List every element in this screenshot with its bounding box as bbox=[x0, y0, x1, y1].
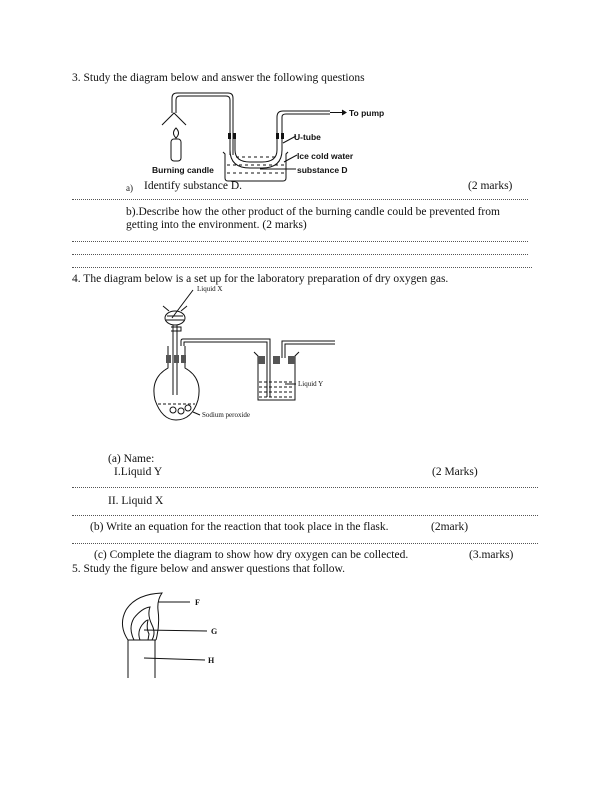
q5-title: 5. Study the figure below and answer questions that follow. bbox=[72, 563, 345, 575]
label-sodium-peroxide: Sodium peroxide bbox=[202, 411, 251, 419]
q4-title: 4. The diagram below is a set up for the laboratory preparation of dry oxygen gas. bbox=[72, 273, 449, 285]
label-to-pump: To pump bbox=[349, 108, 385, 118]
q4a-ii: II. Liquid X bbox=[108, 495, 164, 507]
label-liquid-y: Liquid Y bbox=[298, 380, 324, 388]
q4a-i: I.Liquid Y bbox=[114, 466, 163, 478]
q4c-marks: (3.marks) bbox=[469, 549, 514, 561]
label-g: G bbox=[211, 627, 218, 636]
q3a-marker: a) bbox=[126, 183, 133, 193]
label-substance-d: substance D bbox=[297, 165, 348, 175]
q3b-line1: b).Describe how the other product of the burning candle could be prevented from bbox=[126, 206, 500, 218]
q4c-text: (c) Complete the diagram to show how dry oxygen can be collected. bbox=[94, 549, 409, 561]
label-h: H bbox=[208, 656, 215, 665]
q3a-marks: (2 marks) bbox=[468, 180, 513, 192]
q3b-line2: getting into the environment. (2 marks) bbox=[126, 219, 307, 231]
q4b-marks: (2mark) bbox=[431, 521, 469, 533]
label-u-tube: U-tube bbox=[294, 132, 321, 142]
label-f: F bbox=[195, 598, 200, 607]
q3-title: 3. Study the diagram below and answer the following questions bbox=[72, 72, 365, 84]
label-liquid-x: Liquid X bbox=[197, 285, 223, 293]
q3a-text: Identify substance D. bbox=[144, 180, 243, 192]
q4a-heading: (a) Name: bbox=[108, 453, 155, 465]
q4b-text: (b) Write an equation for the reaction that took place in the flask. bbox=[90, 521, 389, 533]
q4a-i-marks: (2 Marks) bbox=[432, 466, 478, 478]
label-ice-cold-water: Ice cold water bbox=[297, 151, 354, 161]
label-burning-candle: Burning candle bbox=[152, 165, 214, 175]
